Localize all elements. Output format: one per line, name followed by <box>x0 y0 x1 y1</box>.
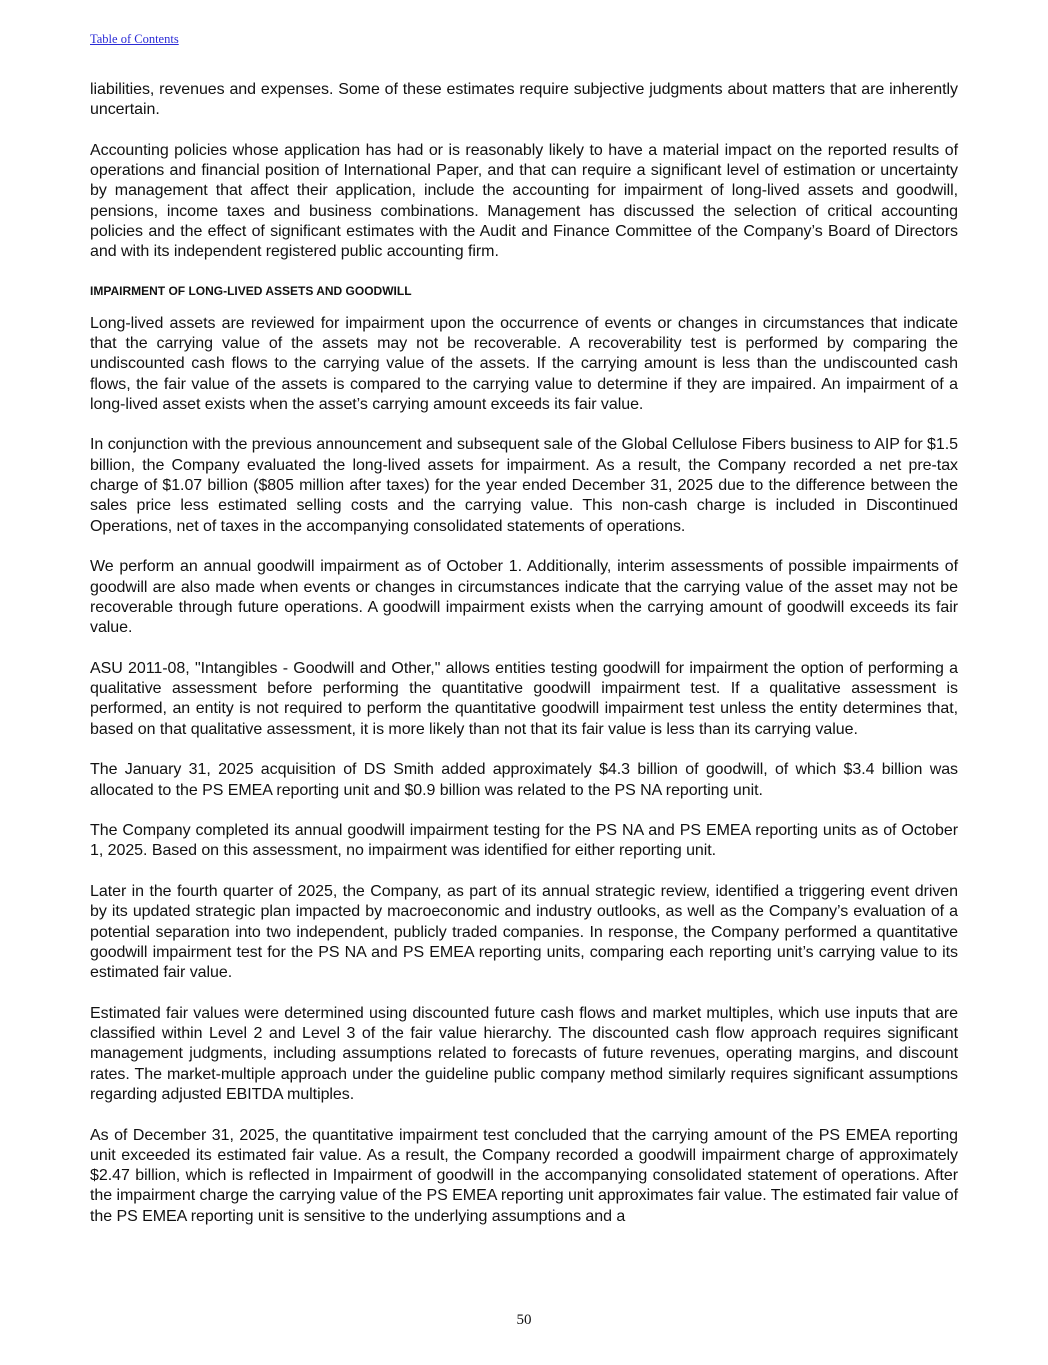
paragraph-critical-accounting-policies: Accounting policies whose application has had or is reasonably likely to have a material impact on the reported results of operations and financial position of International Paper, and that can require a significant level of estimation or uncertainty by management that affect their application, include the accounting for impairment of long-lived assets and goodwill, pensions, income taxes and business combinations. Management has discussed the selection of critical accounting policies and the effect of significant estimates with the Audit and Finance Committee of the Company’s Board of Directors and with its independent registered public accounting firm. <box>90 141 958 261</box>
paragraph-long-lived-assets: Long-lived assets are reviewed for impairment upon the occurrence of events or changes in circumstances that indicate that the carrying value of the assets may not be recoverable. A recoverability test is performed by comparing the undiscounted cash flows to the carrying value of the assets. If the carrying amount is less than the undiscounted cash flows, the fair value of the assets is compared to the carrying value to determine if they are impaired. An impairment of a long-lived asset exists when the asset’s carrying amount exceeds its fair value. <box>90 314 958 413</box>
paragraph-ds-smith-acquisition: The January 31, 2025 acquisition of DS Smith added approximately $4.3 billion of goodwill, of which $3.4 billion was allocated to the PS EMEA reporting unit and $0.9 billion was related to the PS NA reporting unit. <box>90 761 958 799</box>
page-number: 50 <box>516 1312 532 1328</box>
paragraph-asu-2011-08: ASU 2011-08, "Intangibles - Goodwill and Other," allows entities testing goodwill for impairment the option of performing a qualitative assessment before performing the quantitative goodwill impairment test. If a qualitative assessment is performed, an entity is not required to perform the quantitative goodwill impairment test unless the entity determines that, based on that qualitative assessment, it is more likely than not that its fair value is less than its carrying value. <box>90 659 958 738</box>
paragraph-triggering-event: Later in the fourth quarter of 2025, the Company, as part of its annual strategic review, identified a triggering event driven by its updated strategic plan impacted by macroeconomic and industry outlooks, as well as the Company’s evaluation of a potential separation into two independent, publicly traded companies. In response, the Company performed a quantitative goodwill impairment test for the PS NA and PS EMEA reporting units, comparing each reporting unit’s carrying value to its estimated fair value. <box>90 882 958 982</box>
paragraph-fair-value-methods: Estimated fair values were determined using discounted future cash flows and market multiples, which use inputs that are classified within Level 2 and Level 3 of the fair value hierarchy. The discounted cash flow approach requires significant management judgments, including assumptions related to forecasts of future revenues, operating margins, and discount rates. The market-multiple approach under the guideline public company method similarly requires significant assumptions regarding adjusted EBITDA multiples. <box>90 1004 958 1103</box>
paragraph-ps-emea-impairment: As of December 31, 2025, the quantitative impairment test concluded that the carrying amount of the PS EMEA reporting unit exceeded its estimated fair value. As a result, the Company recorded a goodwill impairment charge of approximately $2.47 billion, which is reflected in Impairment of goodwill in the accompanying consolidated statement of operations. After the impairment charge the carrying value of the PS EMEA reporting unit approximates fair value. The estimated fair value of the PS EMEA reporting unit is sensitive to the underlying assumptions and a <box>90 1126 958 1225</box>
table-of-contents-link[interactable]: Table of Contents <box>90 32 179 46</box>
paragraph-annual-goodwill-impairment: We perform an annual goodwill impairment as of October 1. Additionally, interim assessments of possible impairments of goodwill are also made when events or changes in circumstances indicate that the carrying value of the asset may not be recoverable through future operations. A goodwill impairment exists when the carrying amount of goodwill exceeds its fair value. <box>90 558 958 637</box>
section-heading-impairment: IMPAIRMENT OF LONG-LIVED ASSETS AND GOODWILL <box>90 283 412 298</box>
document-body <box>90 80 958 1247</box>
paragraph-intro-continuation: liabilities, revenues and expenses. Some of these estimates require subjective judgments about matters that are inherently uncertain. <box>90 81 958 119</box>
paragraph-annual-testing-result: The Company completed its annual goodwill impairment testing for the PS NA and PS EMEA reporting units as of October 1, 2025. Based on this assessment, no impairment was identified for either reporting unit. <box>90 822 958 860</box>
paragraph-global-cellulose-fibers: In conjunction with the previous announcement and subsequent sale of the Global Cellulose Fibers business to AIP for $1.5 billion, the Company evaluated the long-lived assets for impairment. As a result, the Company recorded a net pre-tax charge of $1.07 billion ($805 million after taxes) for the year ended December 31, 2025 due to the difference between the sales price less estimated selling costs and the carrying value. This non-cash charge is included in Discontinued Operations, net of taxes in the accompanying consolidated statements of operations. <box>90 436 958 535</box>
